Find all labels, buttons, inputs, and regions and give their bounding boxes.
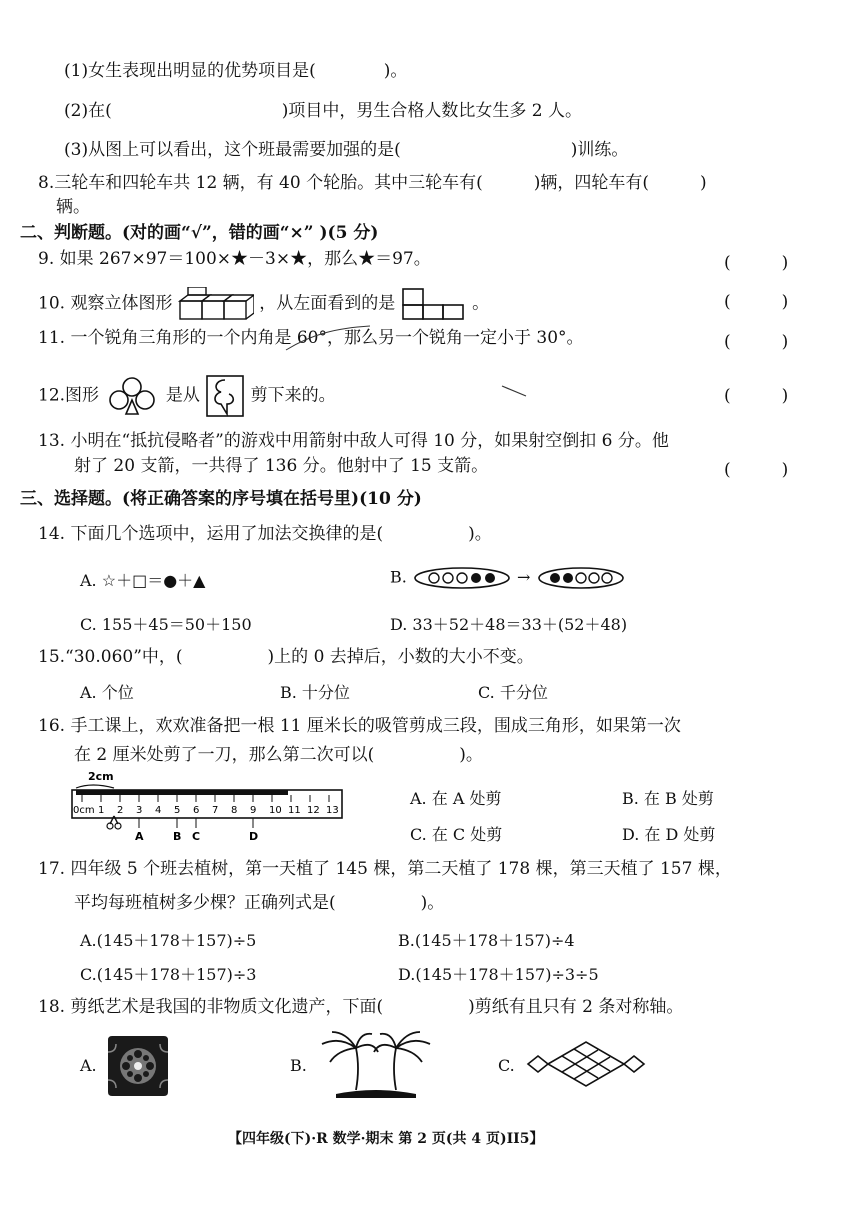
q8-line1: 8.三轮车和四轮车共 12 辆，有 40 个轮胎。其中三轮车有( )辆，四轮车有( ) (38, 173, 707, 193)
q15-option-b[interactable]: B. 十分位 (280, 683, 350, 702)
q18-option-a[interactable]: A. (80, 1056, 97, 1075)
papercut-a-figure (104, 1032, 172, 1100)
beads-after-figure (536, 566, 626, 590)
q16-line1: 16. 手工课上，欢欢准备把一根 11 厘米长的吸管剪成三段，围成三角形，如果第一次 (38, 716, 681, 736)
ruler-tick-label: 9 (250, 805, 257, 816)
pen-mark (282, 324, 372, 354)
q17-option-a[interactable]: A.(145＋178＋157)÷5 (80, 931, 257, 950)
folded-paper-figure (205, 374, 245, 418)
q14-option-b-label: B. (390, 567, 407, 587)
q16-option-b[interactable]: B. 在 B 处剪 (622, 789, 714, 808)
page-footer: 【四年级(下)·R 数学·期末 第 2 页(共 4 页)II5】 (228, 1131, 544, 1147)
ruler-tick-label: 7 (212, 805, 219, 816)
q16-option-d[interactable]: D. 在 D 处剪 (622, 825, 716, 844)
ruler-tick-label: 12 (307, 805, 320, 816)
q12-pre: 12.图形 (38, 385, 100, 406)
q17-line1: 17. 四年级 5 个班去植树，第一天植了 145 棵，第二天植了 178 棵，第三天植了 157 棵， (38, 859, 732, 879)
q18-option-c[interactable]: C. (498, 1056, 515, 1075)
q7-sub1: (1)女生表现出明显的优势项目是( )。 (64, 61, 408, 81)
q12-text (38, 374, 336, 418)
q7-sub3: (3)从图上可以看出，这个班最需要加强的是( )训练。 (64, 140, 629, 160)
ruler-mark-label: B (173, 830, 182, 843)
q12-answer-paren[interactable]: ( ) (724, 386, 789, 406)
q8-line2: 辆。 (56, 197, 90, 217)
q9-answer-paren[interactable]: ( ) (724, 253, 789, 273)
q14-option-c[interactable]: C. 155＋45＝50＋150 (80, 615, 252, 634)
q17-option-c[interactable]: C.(145＋178＋157)÷3 (80, 965, 257, 984)
papercut-b-figure (316, 1028, 436, 1100)
q12-post: 剪下来的。 (250, 385, 336, 406)
ruler-tick-label: 0cm (73, 805, 95, 816)
q11-answer-paren[interactable]: ( ) (724, 332, 789, 352)
ruler-tick-label: 6 (193, 805, 200, 816)
q15-option-c[interactable]: C. 千分位 (478, 683, 548, 702)
q14-option-b[interactable] (390, 566, 626, 590)
left-view-figure (401, 287, 467, 321)
stray-mark (500, 384, 530, 400)
q15-stem: 15.“30.060”中，( )上的 0 去掉后，小数的大小不变。 (38, 647, 534, 667)
ruler-tick-label: 4 (155, 805, 162, 816)
club-shape-figure (104, 376, 160, 416)
q11-text: 11. 一个锐角三角形的一个内角是 60°，那么另一个锐角一定小于 30°。 (38, 328, 584, 348)
q14-option-d[interactable]: D. 33＋52＋48＝33＋(52＋48) (390, 615, 628, 634)
ruler-mark-label: A (135, 830, 144, 843)
q13-line2: 射了 20 支箭，一共得了 136 分。他射中了 15 支箭。 (74, 456, 489, 476)
ruler-span-label: 2cm (88, 770, 114, 783)
q9-text: 9. 如果 267×97＝100×★－3×★，那么★＝97。 (38, 249, 431, 269)
q10-text (38, 287, 489, 321)
q16-option-a[interactable]: A. 在 A 处剪 (410, 789, 502, 808)
q18-stem: 18. 剪纸艺术是我国的非物质文化遗产，下面( )剪纸有且只有 2 条对称轴。 (38, 997, 684, 1017)
q14-option-a[interactable]: A. ☆＋□＝●＋▲ (80, 571, 206, 590)
ruler-tick-label: 10 (269, 805, 282, 816)
q15-option-a[interactable]: A. 个位 (80, 683, 134, 702)
q14-arrow: → (517, 567, 531, 587)
ruler-tick-label: 3 (136, 805, 143, 816)
q13-line1: 13. 小明在“抵抗侵略者”的游戏中用箭射中敌人可得 10 分，如果射空倒扣 6 分。他 (38, 431, 669, 451)
ruler-mark-label: D (249, 830, 259, 843)
q16-option-c[interactable]: C. 在 C 处剪 (410, 825, 503, 844)
q17-option-b[interactable]: B.(145＋178＋157)÷4 (398, 931, 575, 950)
beads-before-figure (412, 566, 512, 590)
ruler-tick-label: 13 (326, 805, 339, 816)
q7-sub2: (2)在( )项目中，男生合格人数比女生多 2 人。 (64, 101, 582, 121)
q10-mid: ，从左面看到的是 (259, 293, 396, 314)
q18-option-b[interactable]: B. (290, 1056, 307, 1075)
q10-pre: 10. 观察立体图形 (38, 293, 173, 314)
cube-solid-figure (178, 287, 254, 321)
ruler-tick-label: 1 (98, 805, 105, 816)
q10-post: 。 (472, 293, 490, 314)
ruler-tick-label: 5 (174, 805, 181, 816)
q12-mid: 是从 (165, 385, 200, 406)
q14-stem: 14. 下面几个选项中，运用了加法交换律的是( )。 (38, 524, 492, 544)
ruler-mark-label: C (192, 830, 201, 843)
ruler-tick-label: 11 (288, 805, 301, 816)
q13-answer-paren[interactable]: ( ) (724, 460, 789, 480)
ruler-figure (70, 768, 370, 848)
ruler-tick-label: 2 (117, 805, 124, 816)
q17-option-d[interactable]: D.(145＋178＋157)÷3÷5 (398, 965, 599, 984)
q17-line2: 平均每班植树多少棵？正确列式是( )。 (74, 893, 445, 913)
ruler-tick-label: 8 (231, 805, 238, 816)
papercut-c-figure (526, 1040, 646, 1088)
section-3-title: 三、选择题。(将正确答案的序号填在括号里)(10 分) (20, 489, 422, 509)
section-2-title: 二、判断题。(对的画“√”，错的画“×” )(5 分) (20, 223, 379, 243)
q10-answer-paren[interactable]: ( ) (724, 292, 789, 312)
q16-line2: 在 2 厘米处剪了一刀，那么第二次可以( )。 (74, 745, 483, 765)
